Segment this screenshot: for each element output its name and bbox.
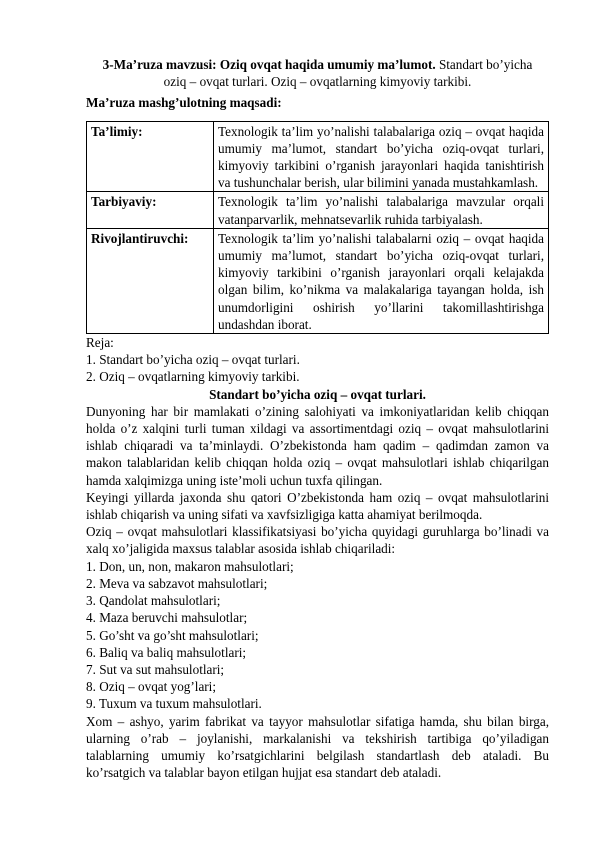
- goal-key: Rivojlantiruvchi:: [87, 228, 214, 333]
- paragraph: Dunyoning har bir mamlakati o’zining salohiyati va imkoniyatlaridan kelib chiqqan holda o’z xalqini turli tuman xildagi va assortimentdagi oziq – ovqat mahsulotlarini ishlab chiqaradi va ta’minlaydi. O’zbekistonda ham qadim – qadimdan zamon va makon talablaridan kelib chiqqan holda oziq – ovqat mahsulotlari ishlab chiqarilgan hamda xalqimizga uning iste’moli uchun tuxfa qilingan.: [86, 403, 549, 488]
- goal-key: Ta’limiy:: [87, 121, 214, 192]
- goals-table: [86, 121, 549, 334]
- table-row: [87, 192, 549, 228]
- goal-value: Texnologik ta’lim yo’nalishi talabalariga mavzular orqali vatanparvarlik, mehnatsevarlik ruhida tarbiyalash.: [214, 192, 549, 228]
- lecture-title: [86, 56, 549, 73]
- document-page: [86, 56, 549, 781]
- lecture-title-bold: 3-Ma’ruza mavzusi: Oziq ovqat haqida umumiy ma’lumot.: [102, 57, 436, 72]
- lecture-title-rest: Standart bo’yicha: [435, 57, 533, 72]
- plan-item: 1. Standart bo’yicha oziq – ovqat turlari.: [86, 352, 300, 368]
- table-row: [87, 121, 549, 192]
- closing-paragraph: Xom – ashyo, yarim fabrikat va tayyor mahsulotlar sifatiga hamda, shu bilan birga, ularning o’rab – joylanishi, markalanishi va tekshirish tartibiga qo’yiladigan talablarning umumiy ko’rsatgichlarini belgilash standartlash deb ataladi. Bu ko’rsatgich va talablar bayon etilgan hujjat esa standart deb ataladi.: [86, 713, 549, 781]
- list-item: 3. Qandolat mahsulotlari;: [86, 593, 221, 609]
- goal-value: Texnologik ta’lim yo’nalishi talabalarni oziq – ovqat haqida umumiy ma’lumot, standart bo’yicha oziq-ovqat turlari, kimyoviy tarkibini o’rganish jarayonlari orqali kelajakda olgan bilim, ko’nikma va malakalariga tayangan holda, ish unumdorligini oshirish yo’llarini takomillashtirishga undashdan iborat.: [214, 228, 549, 333]
- list-item: 1. Don, un, non, makaron mahsulotlari;: [86, 558, 294, 574]
- plan-label: Reja:: [86, 335, 114, 351]
- paragraph: Oziq – ovqat mahsulotlari klassifikatsiyasi bo’yicha quyidagi guruhlarga bo’linadi va xalq xo’jaligida maxsus talablar asosida ishlab chiqariladi:: [86, 524, 549, 557]
- list-item: 5. Go’sht va go’sht mahsulotlari;: [86, 627, 259, 643]
- goal-value: Texnologik ta’lim yo’nalishi talabalariga oziq – ovqat haqida umumiy ma’lumot, standart bo’yicha oziq-ovqat turlari, kimyoviy tarkibini o’rganish jarayonlari haqida tanishtirish va tushunchalar berish, ular bilimini yanada mustahkamlash.: [214, 121, 549, 192]
- list-item: 4. Maza beruvchi mahsulotlar;: [86, 610, 248, 626]
- list-item: 6. Baliq va baliq mahsulotlari;: [86, 644, 247, 660]
- list-item: 7. Sut va sut mahsulotlari;: [86, 661, 225, 677]
- list-item: 8. Oziq – ovqat yog’lari;: [86, 679, 217, 695]
- plan-item: 2. Oziq – ovqatlarning kimyoviy tarkibi.: [86, 369, 300, 385]
- paragraph: Keyingi yillarda jaxonda shu qatori O’zbekistonda ham oziq – ovqat mahsulotlarini ishlab chiqarish va uning sifati va xavfsizligiga katta ahamiyat berilmoqda.: [86, 489, 549, 523]
- section-title: Standart bo’yicha oziq – ovqat turlari.: [209, 386, 426, 402]
- table-row: [87, 228, 549, 333]
- list-item: 9. Tuxum va tuxum mahsulotlari.: [86, 696, 262, 712]
- list-item: 2. Meva va sabzavot mahsulotlari;: [86, 575, 268, 591]
- lecture-title-line2: oziq – ovqat turlari. Oziq – ovqatlarning kimyoviy tarkibi.: [163, 74, 472, 90]
- goal-key: Tarbiyaviy:: [87, 192, 214, 228]
- food-groups-list: [86, 558, 549, 713]
- goal-heading: Ma’ruza mashg’ulotning maqsadi:: [86, 95, 282, 111]
